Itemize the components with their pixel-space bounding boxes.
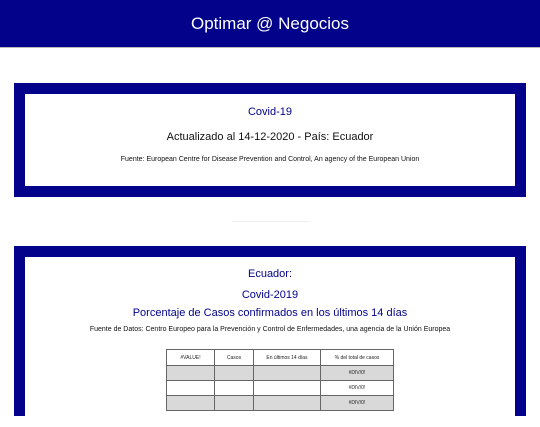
table-cell (254, 396, 321, 411)
divider (232, 221, 310, 222)
country-heading: Ecuador: (247, 268, 293, 280)
table-cell (167, 396, 215, 411)
header-divider (0, 47, 540, 48)
summary-card-body (25, 94, 515, 186)
table-row (167, 396, 394, 411)
table-cell: #DIV/0! (321, 381, 394, 396)
card-title: Covid-19 (247, 106, 293, 118)
app-header (0, 0, 540, 47)
table-row (167, 366, 394, 381)
table-cell (254, 381, 321, 396)
column-header: En últimos 14 días (254, 350, 321, 366)
table-cell (167, 381, 215, 396)
table-cell: #DIV/0! (321, 396, 394, 411)
app-title: Optimar @ Negocios (190, 13, 350, 33)
table-cell (167, 366, 215, 381)
table-row (167, 381, 394, 396)
column-header: % del total de casos (321, 350, 394, 366)
summary-card (14, 83, 526, 197)
table-cell (215, 381, 254, 396)
table-header-row (167, 350, 394, 366)
table-cell: #DIV/0! (321, 366, 394, 381)
update-date-text: Actualizado al 14-12-2020 - País: Ecuador (166, 131, 374, 143)
cases-table (166, 349, 394, 411)
table-cell (215, 396, 254, 411)
source-text: Fuente: European Centre for Disease Prevention and Control, An agency of the European Union (120, 156, 420, 163)
data-source-text: Fuente de Datos: Centro Europeo para la Prevención y Control de Enfermedades, una agencia de la Unión Europea (89, 326, 451, 333)
card-title: Covid-2019 (241, 289, 299, 301)
column-header: #VALUE! (167, 350, 215, 366)
table-cell (215, 366, 254, 381)
column-header: Casos (215, 350, 254, 366)
card-subtitle: Porcentaje de Casos confirmados en los últimos 14 días (132, 307, 408, 319)
cases-card (14, 246, 526, 416)
table-cell (254, 366, 321, 381)
cases-card-body (25, 257, 515, 427)
